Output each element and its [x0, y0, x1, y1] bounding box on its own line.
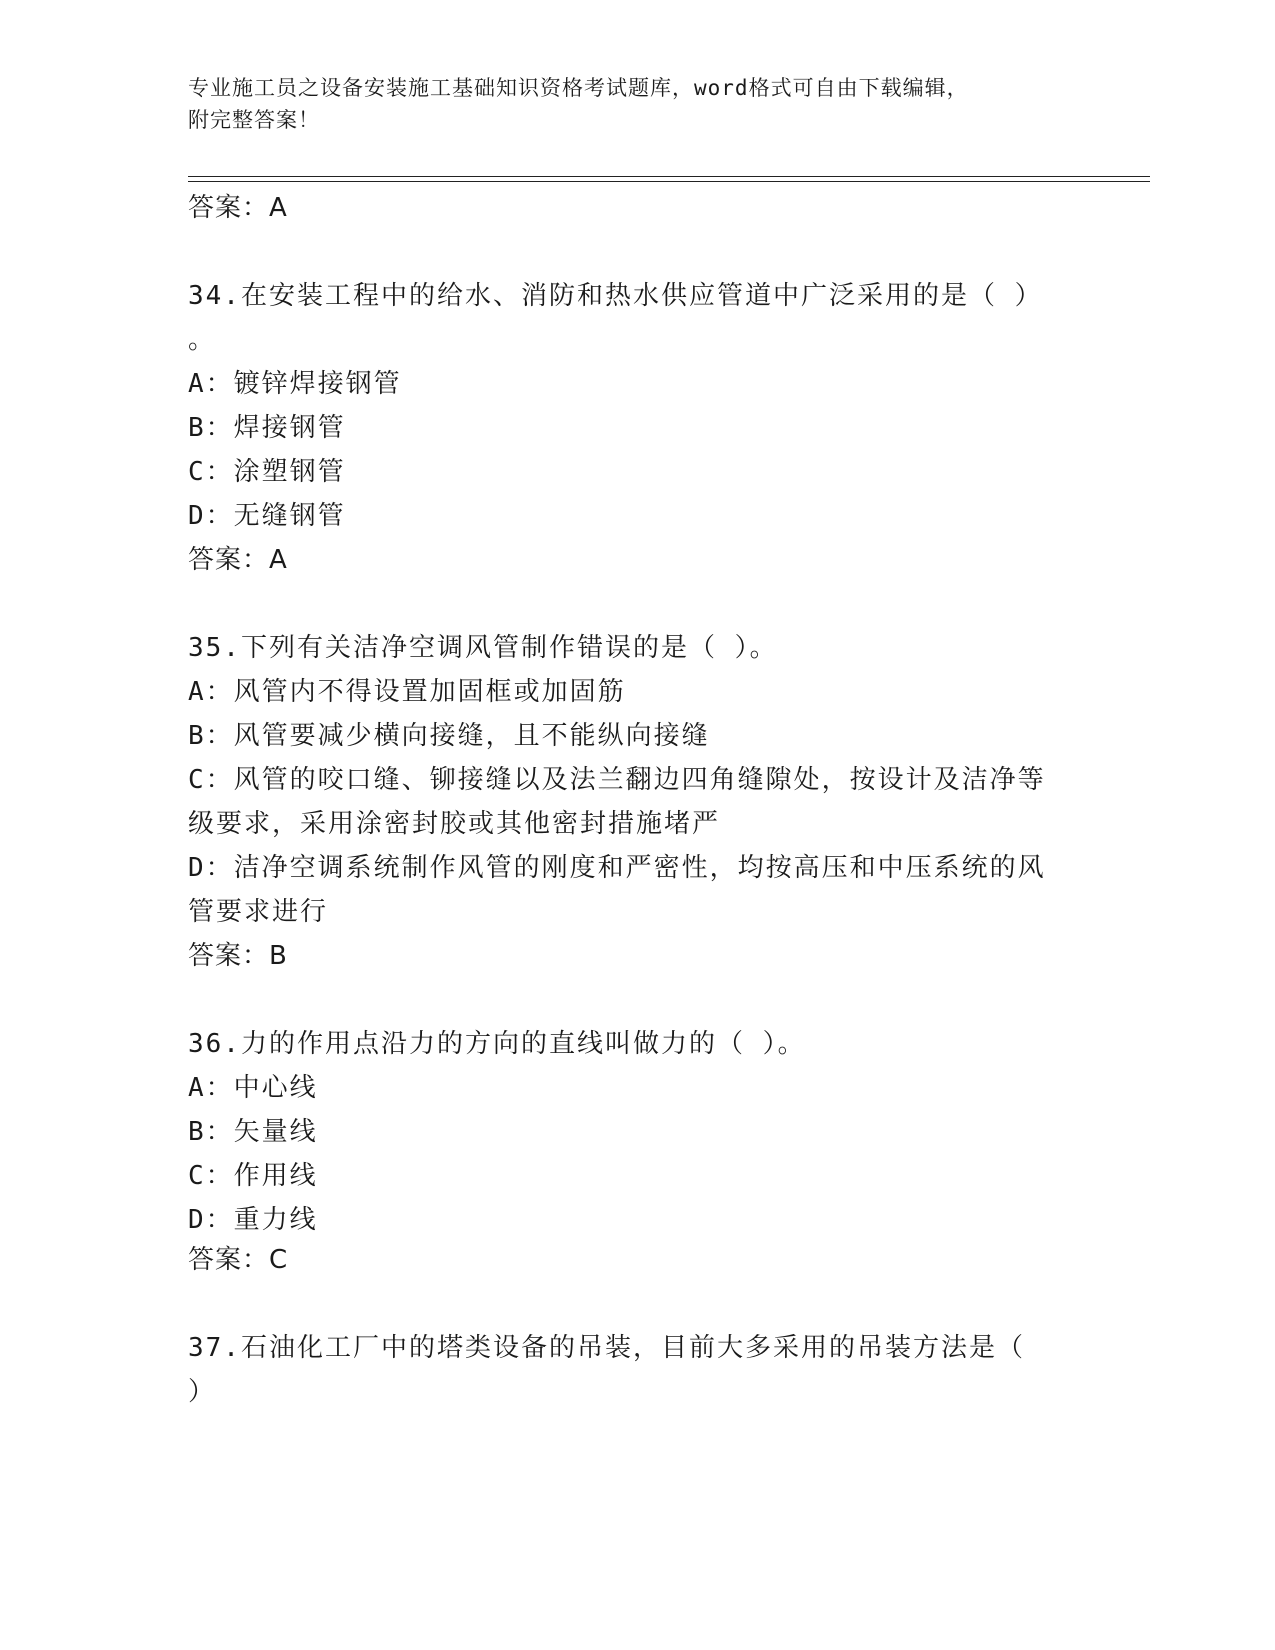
answer-line: 答案：B: [188, 941, 288, 971]
option-line: D：洁净空调系统制作风管的刚度和严密性，均按高压和中压系统的风: [188, 853, 1046, 883]
option-line: B：矢量线: [188, 1117, 318, 1147]
option-line: A：镀锌焊接钢管: [188, 369, 402, 399]
option-line-cont: 级要求，采用涂密封胶或其他密封措施堵严: [188, 809, 721, 839]
header-text-line-1: 专业施工员之设备安装施工基础知识资格考试题库，word格式可自由下载编辑，: [188, 76, 969, 100]
option-line: B：焊接钢管: [188, 413, 346, 443]
option-line: A：中心线: [188, 1073, 318, 1103]
option-line: B：风管要减少横向接缝，且不能纵向接缝: [188, 721, 710, 751]
answer-line: 答案：A: [188, 545, 288, 575]
answer-line: 答案：A: [188, 193, 288, 223]
option-line: C：作用线: [188, 1161, 318, 1191]
answer-line: 答案：C: [188, 1245, 289, 1275]
option-line: D：重力线: [188, 1205, 318, 1235]
question-35-text: 35.下列有关洁净空调风管制作错误的是（ ）。: [188, 633, 778, 663]
question-34-text-cont: 。: [188, 325, 217, 355]
option-line: D：无缝钢管: [188, 501, 346, 531]
option-line: A：风管内不得设置加固框或加固筋: [188, 677, 626, 707]
header-text-line-2: 附完整答案！: [188, 108, 320, 132]
question-37-text-cont: ）: [188, 1377, 217, 1407]
option-line-cont: 管要求进行: [188, 897, 329, 927]
question-34-text: 34.在安装工程中的给水、消防和热水供应管道中广泛采用的是（ ）: [188, 281, 1043, 311]
header-divider: [188, 176, 1150, 182]
question-37-text: 37.石油化工厂中的塔类设备的吊装，目前大多采用的吊装方法是（: [188, 1333, 1025, 1363]
question-36-text: 36.力的作用点沿力的方向的直线叫做力的（ ）。: [188, 1029, 806, 1059]
option-line: C：涂塑钢管: [188, 457, 346, 487]
option-line: C：风管的咬口缝、铆接缝以及法兰翻边四角缝隙处，按设计及洁净等: [188, 765, 1046, 795]
